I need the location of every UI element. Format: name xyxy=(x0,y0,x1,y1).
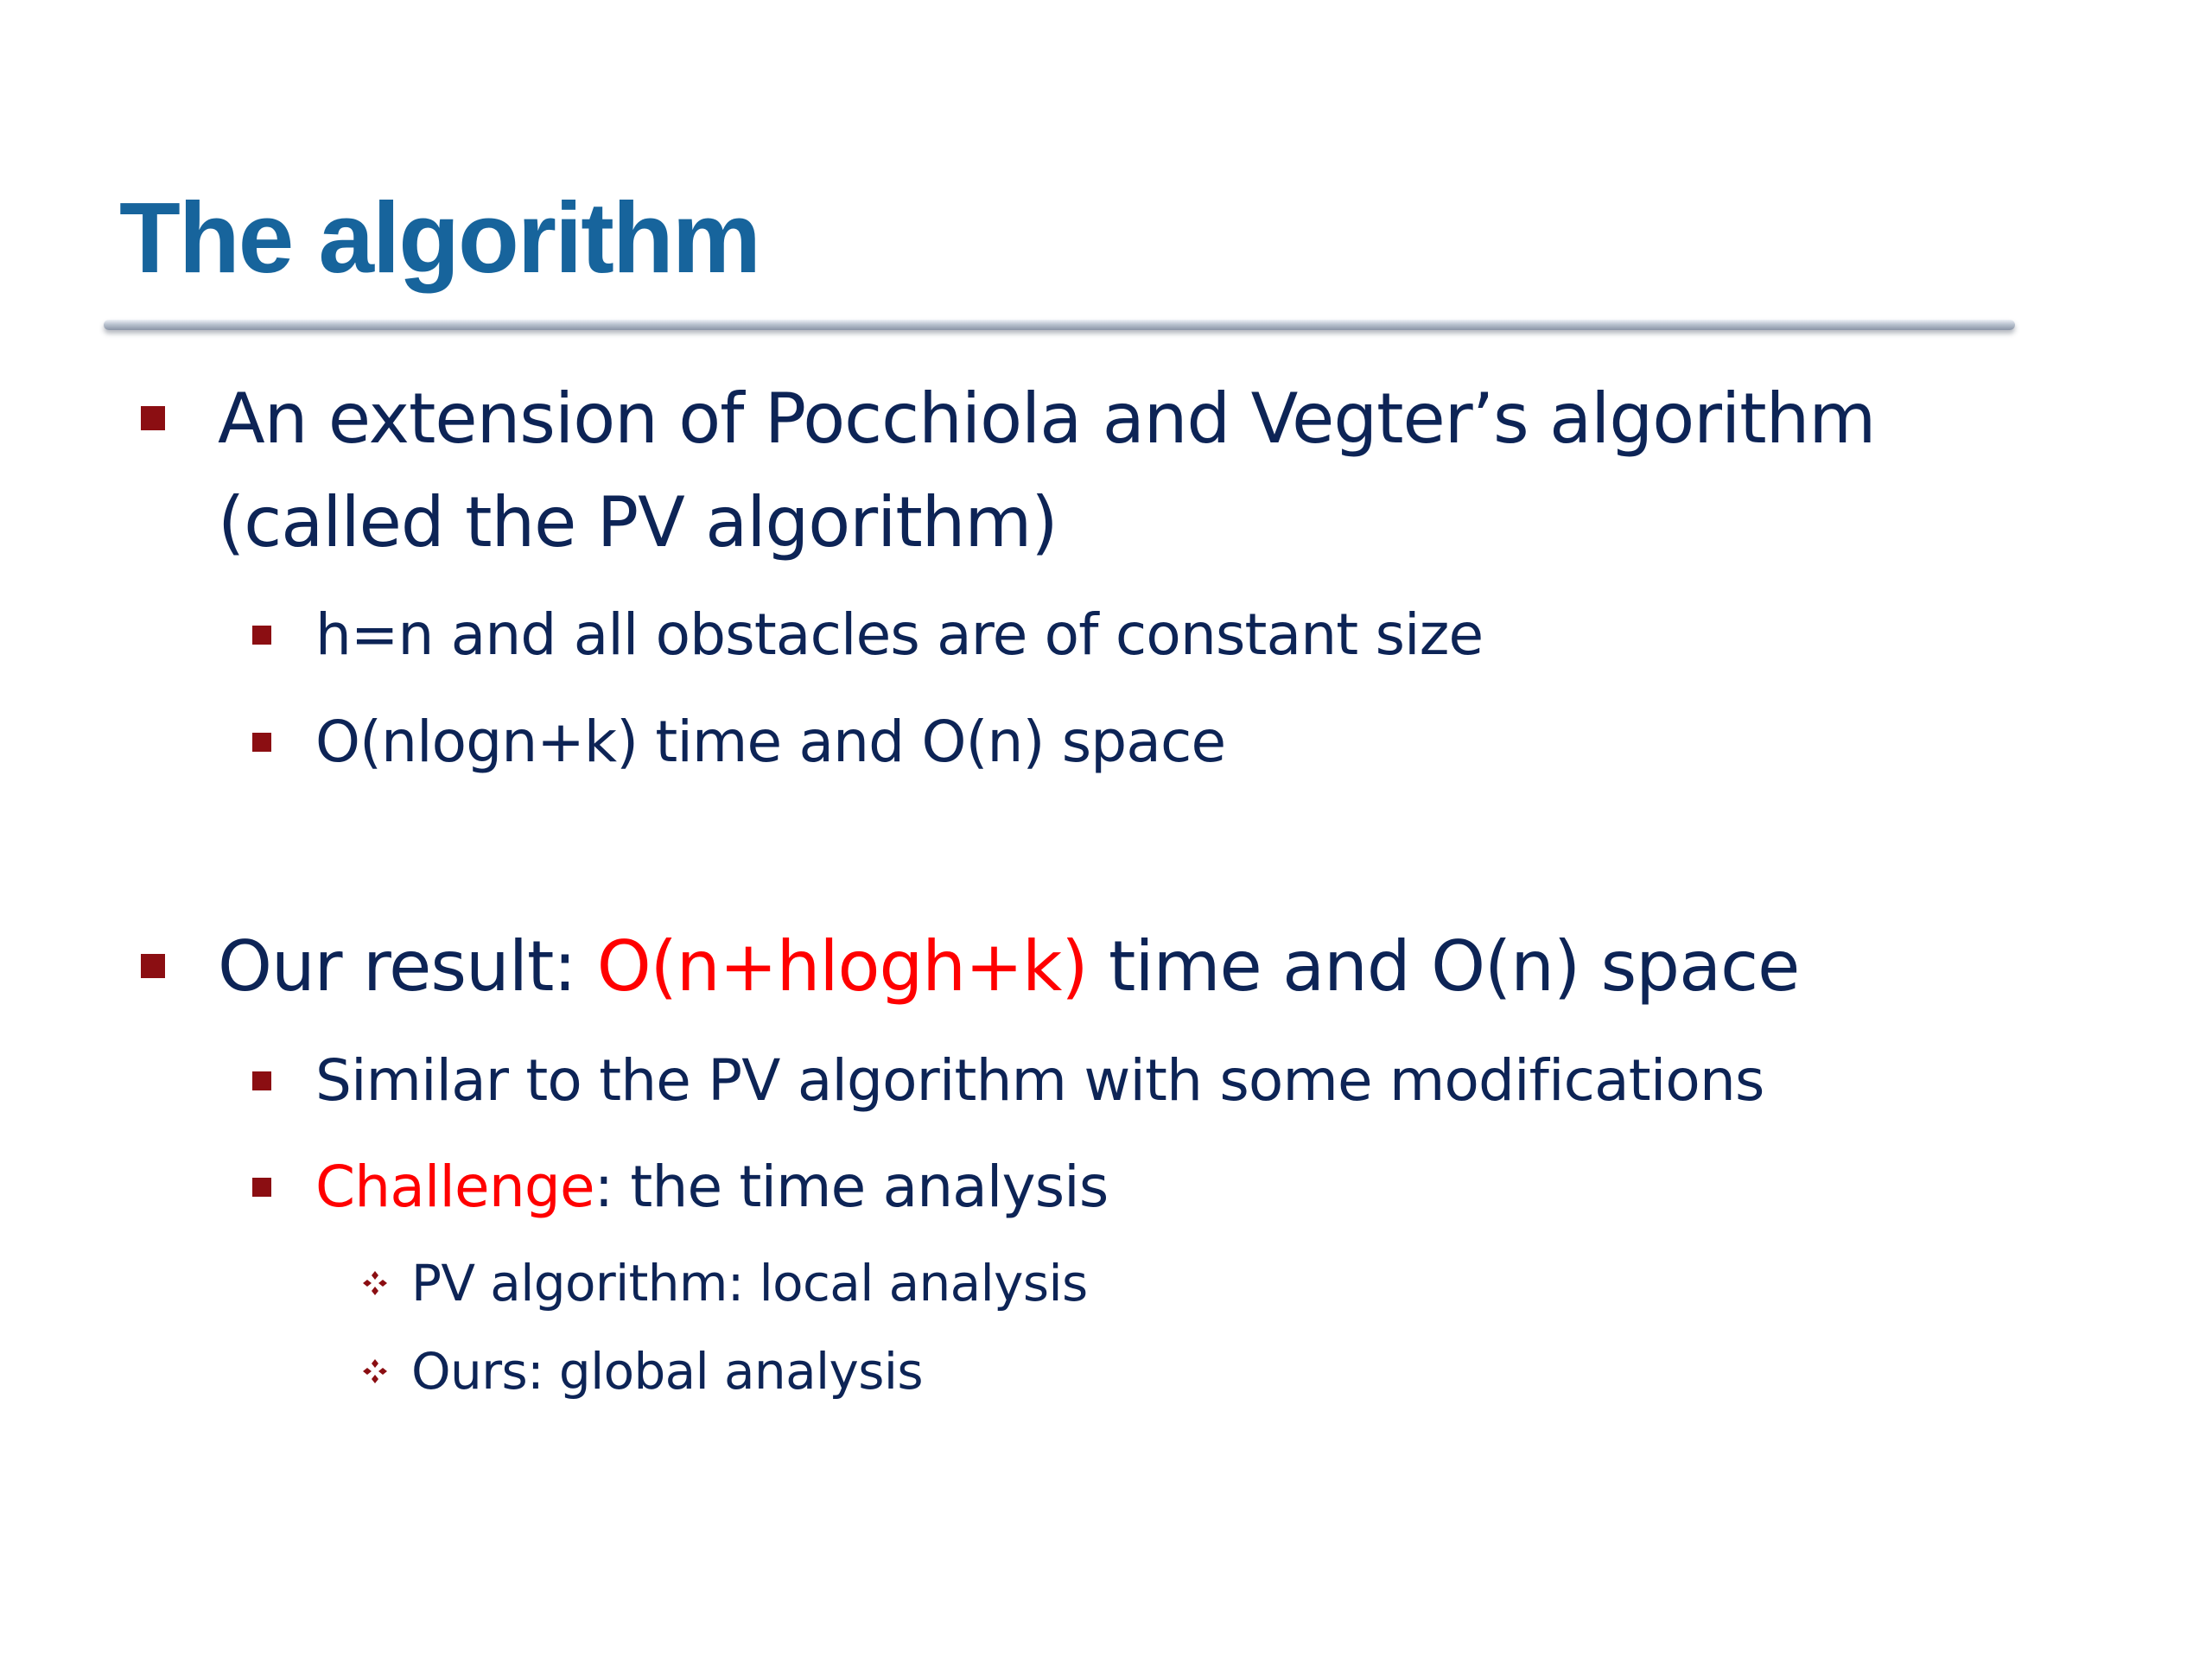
bullet-1-line-2: (called the PV algorithm) xyxy=(218,482,1058,563)
title-divider xyxy=(104,320,2015,330)
bullet-2-highlight: O(n+hlogh+k) xyxy=(596,926,1088,1007)
slide-title: The algorithm xyxy=(119,181,760,294)
square-bullet-icon xyxy=(252,733,271,752)
bullet-2-sub-2 xyxy=(315,1144,1108,1230)
square-bullet-icon xyxy=(252,1071,271,1090)
square-bullet-icon xyxy=(141,954,165,978)
bullet-1-sub-2: O(nlogn+k) time and O(n) space xyxy=(315,709,1226,775)
challenge-highlight: Challenge xyxy=(315,1154,594,1220)
square-bullet-icon xyxy=(252,1178,271,1197)
diamond-bullet-icon xyxy=(361,1269,389,1297)
bullet-1-sub-1: h=n and all obstacles are of constant size xyxy=(315,601,1484,668)
bullet-2-line xyxy=(218,915,1799,1019)
bullet-2-suffix: time and O(n) space xyxy=(1087,926,1800,1007)
square-bullet-icon xyxy=(141,406,165,430)
bullet-1-line-1: An extension of Pocchiola and Vegter’s algorithm xyxy=(218,378,1876,459)
square-bullet-icon xyxy=(252,626,271,645)
analysis-item-global: Ours: global analysis xyxy=(411,1342,924,1401)
analysis-item-local: PV algorithm: local analysis xyxy=(411,1254,1088,1313)
diamond-bullet-icon xyxy=(361,1357,389,1385)
bullet-2-sub-1: Similar to the PV algorithm with some modifications xyxy=(315,1047,1764,1114)
bullet-2-prefix: Our result: xyxy=(218,926,597,1007)
challenge-suffix: : the time analysis xyxy=(594,1154,1109,1220)
